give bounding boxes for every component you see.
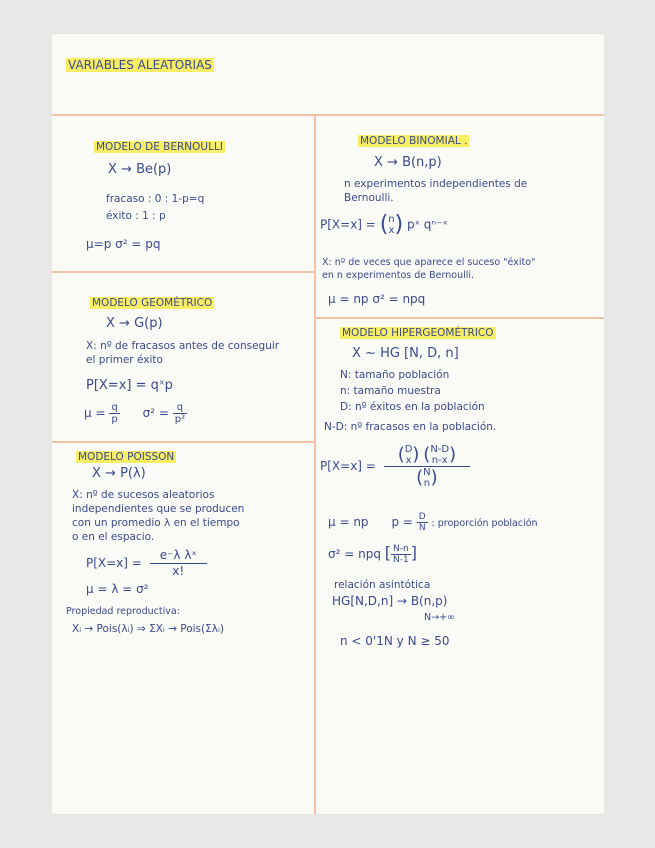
- hg-mean: μ = np p = $\frac{D}{N}$ : proporción población: [328, 512, 538, 533]
- poisson-desc-2: independientes que se producen: [72, 503, 245, 515]
- poisson-def: X → P(λ): [92, 466, 146, 481]
- binomial-def: X → B(n,p): [374, 155, 442, 170]
- hg-limit: HG[N,D,n] → B(n,p): [332, 594, 448, 608]
- binomial-desc-1: n experimentos independientes de: [344, 178, 528, 190]
- bernoulli-title: MODELO DE BERNOULLI: [96, 141, 223, 153]
- divider-top: [52, 114, 604, 116]
- hg-N: N: tamaño población: [340, 369, 450, 381]
- binomial-note-2: en n experimentos de Bernoulli.: [322, 270, 475, 281]
- hg-pmf: P[X=x] = (D x) (N-D n-x) (N n): [320, 444, 470, 489]
- hg-asintotica: relación asintótica: [334, 579, 431, 591]
- binomial-stats: μ = np σ² = npq: [328, 292, 426, 306]
- bernoulli-stats: μ=p σ² = pq: [86, 237, 161, 251]
- hg-n: n: tamaño muestra: [340, 385, 441, 397]
- poisson-title: MODELO POISSON: [78, 451, 175, 463]
- geometrico-desc-1: X: nº de fracasos antes de conseguir: [86, 340, 280, 352]
- poisson-property: Propiedad reproductiva:: [66, 606, 180, 617]
- geometrico-def: X → G(p): [106, 316, 163, 331]
- poisson-desc-1: X: nº de sucesos aleatorios: [72, 489, 215, 501]
- binomial-title: MODELO BINOMIAL .: [360, 135, 468, 147]
- poisson-desc-3: con un promedio λ en el tiempo: [72, 517, 240, 529]
- binomial-note-1: X: nº de veces que aparece el suceso "éxito": [322, 257, 536, 268]
- notebook-page: [52, 34, 604, 814]
- hg-condition: n < 0'1N y N ≥ 50: [340, 634, 450, 648]
- bernoulli-exito: éxito : 1 : p: [106, 210, 166, 222]
- divider-left-1: [52, 271, 314, 273]
- divider-middle: [314, 114, 316, 814]
- poisson-property-formula: Xᵢ → Pois(λᵢ) ⇒ ΣXᵢ → Pois(Σλᵢ): [72, 623, 224, 635]
- binomial-desc-2: Bernoulli.: [344, 192, 394, 204]
- poisson-stats: μ = λ = σ²: [86, 582, 149, 596]
- divider-right-1: [314, 317, 604, 319]
- bernoulli-def: X → Be(p): [108, 162, 172, 177]
- geometrico-desc-2: el primer éxito: [86, 354, 163, 366]
- hg-ND: N-D: nº fracasos en la población.: [324, 421, 497, 433]
- geometrico-stats: μ = $\frac{q}{p}$ σ² = $\frac{q}{\text{p²}}$: [84, 402, 186, 425]
- poisson-desc-4: o en el espacio.: [72, 531, 155, 543]
- hg-variance: σ² = npq [ $\frac{N-n}{N-1}$ ]: [328, 543, 417, 565]
- geometrico-title: MODELO GEOMÉTRICO: [92, 297, 213, 309]
- hg-limit-sub: N→+∞: [424, 612, 455, 623]
- bernoulli-fracaso: fracaso : 0 : 1-p=q: [106, 193, 205, 205]
- hipergeometrico-title: MODELO HIPERGEOMÉTRICO: [342, 327, 494, 339]
- binomial-pmf: P[X=x] = (n x) pˣ qⁿ⁻ˣ: [320, 212, 448, 237]
- hg-D: D: nº éxitos en la población: [340, 401, 485, 413]
- divider-left-2: [52, 441, 314, 443]
- hipergeometrico-def: X ~ HG [N, D, n]: [352, 346, 459, 361]
- poisson-pmf: P[X=x] = $\frac{\text{e⁻λ λˣ}}{x!}$: [86, 548, 207, 579]
- geometrico-pmf: P[X=x] = qˣp: [86, 378, 173, 393]
- page-title: VARIABLES ALEATORIAS: [68, 58, 212, 72]
